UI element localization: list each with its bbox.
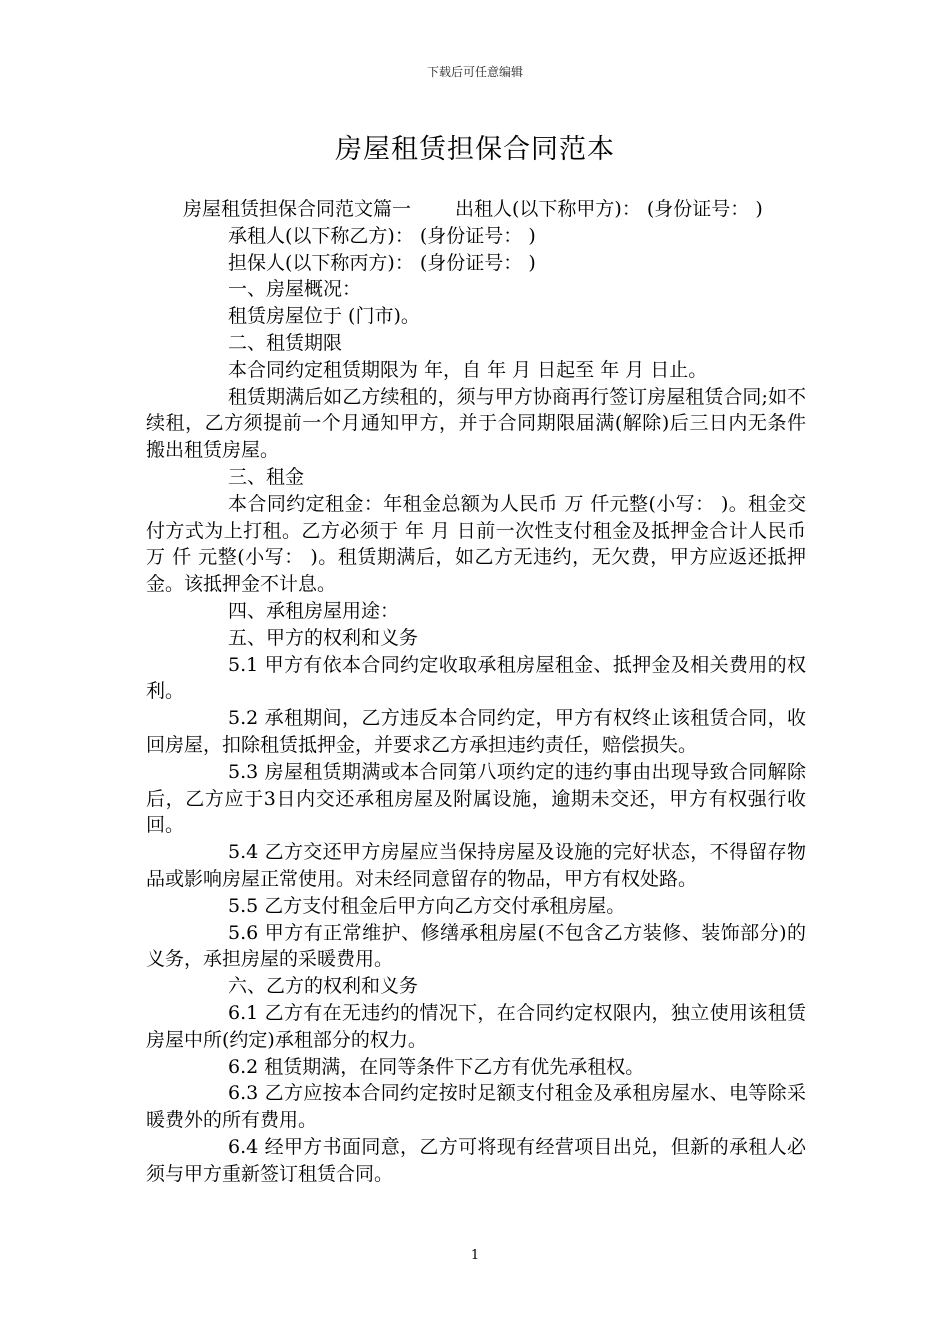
clause-5-5: 5.5 乙方支付租金后甲方向乙方交付承租房屋。 [228, 894, 626, 917]
section-heading-1: 一、房屋概况： [228, 278, 362, 301]
clause-5-3: 5.3 房屋租赁期满或本合同第八项约定的违约事由出现导致合同解除后，乙方应于3日内交还承租房屋及附属设施，逾期未交还，甲方有权强行收回。 [146, 760, 806, 837]
section-heading-5: 五、甲方的权利和义务 [228, 626, 419, 649]
clause-5-4: 5.4 乙方交还甲方房屋应当保持房屋及设施的完好状态，不得留存物品或影响房屋正常使用。对未经同意留存的物品，甲方有权处路。 [146, 841, 806, 890]
clause-6-1: 6.1 乙方有在无违约的情况下，在合同约定权限内，独立使用该租赁房屋中所(约定)承租部分的权力。 [146, 1001, 806, 1051]
paragraph-location: 租赁房屋位于 (门市)。 [228, 305, 420, 328]
intro-paragraph [146, 196, 806, 223]
paragraph-renewal: 租赁期满后如乙方续租的，须与甲方协商再行签订房屋租赁合同;如不续租，乙方须提前一个月通知甲方，并于合同期限届满(解除)后三日内无条件搬出租赁房屋。 [146, 385, 806, 462]
page-header-note: 下载后可任意编辑 [426, 65, 523, 79]
clause-6-2: 6.2 租赁期满，在同等条件下乙方有优先承租权。 [228, 1055, 645, 1078]
section-heading-3: 三、租金 [228, 465, 305, 488]
document-body [146, 196, 806, 1187]
section-heading-4: 四、承租房屋用途： [228, 599, 400, 622]
clause-6-4: 6.4 经甲方书面同意，乙方可将现有经营项目出兑，但新的承租人必须与甲方重新签订租赁合同。 [146, 1135, 806, 1185]
paragraph-guarantor: 担保人(以下称丙方)： (身份证号： ) [228, 251, 536, 274]
section-heading-6: 六、乙方的权利和义务 [228, 975, 419, 998]
clause-5-1: 5.1 甲方有依本合同约定收取承租房屋租金、抵押金及相关费用的权利。 [146, 653, 806, 703]
paragraph-term: 本合同约定租赁期限为 年，自 年 月 日起至 年 月 日止。 [228, 358, 708, 381]
clause-5-6: 5.6 甲方有正常维护、修缮承租房屋(不包含乙方装修、装饰部分)的义务，承担房屋的采暖费用。 [146, 921, 806, 971]
intro-heading: 房屋租赁担保合同范文篇一 [183, 198, 412, 220]
page-number: 1 [470, 1248, 480, 1263]
section-heading-2: 二、租赁期限 [228, 331, 343, 354]
clause-6-3: 6.3 乙方应按本合同约定按时足额支付租金及承租房屋水、电等除采暖费外的所有费用。 [146, 1082, 806, 1132]
intro-text: 出租人(以下称甲方)： (身份证号： ) [455, 198, 763, 220]
paragraph-lessee: 承租人(以下称乙方)： (身份证号： ) [228, 224, 536, 247]
document-title: 房屋租赁担保合同范本 [335, 134, 615, 165]
paragraph-rent: 本合同约定租金：年租金总额为人民币 万 仟元整(小写： )。租金交付方式为上打租。乙方必须于 年 月 日前一次性支付租金及抵押金合计人民币 万 仟 元整(小写： )。租赁期满后，如乙方无违约，无欠费，甲方应返还抵押金。该抵押金不计息。 [146, 492, 806, 596]
clause-5-2: 5.2 承租期间，乙方违反本合同约定，甲方有权终止该租赁合同，收回房屋，扣除租赁抵押金，并要求乙方承担违约责任，赔偿损失。 [146, 707, 806, 756]
